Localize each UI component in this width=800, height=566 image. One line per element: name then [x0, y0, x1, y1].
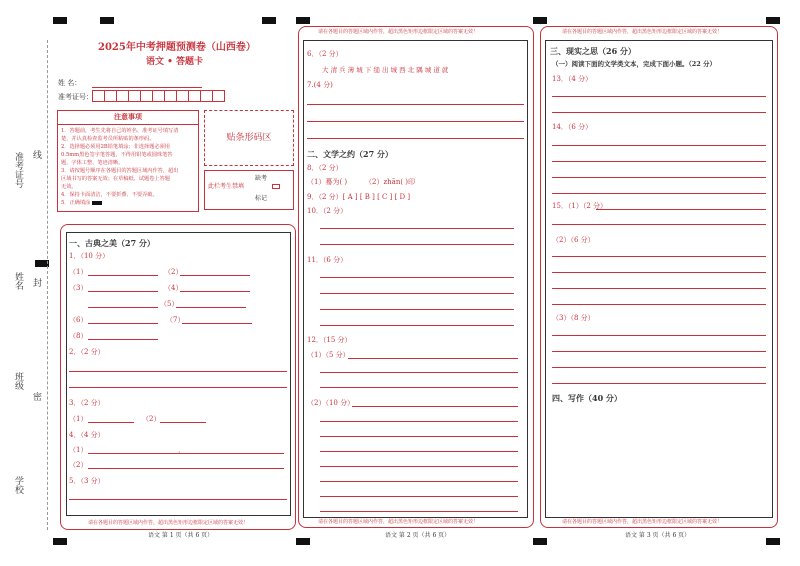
- warning-text: 请在各题目的答题区域内作答，超出黑色矩形边框限定区域的答案无效！: [88, 520, 249, 526]
- q6-chars: 大 清 兵 薄 城 下 缒 出 城 西 北 隅 城 道 就: [322, 66, 449, 74]
- q14-label: 14．（6 分）: [552, 123, 593, 131]
- q11-label: 11．（6 分）: [307, 256, 348, 264]
- q4-comma: ，: [178, 446, 185, 454]
- sidebar-ticket: 准考证号: [13, 152, 23, 188]
- registration-mark: [533, 17, 547, 24]
- q13-label: 13．（4 分）: [552, 75, 593, 83]
- q1-label: 1．（10 分）: [69, 252, 110, 260]
- page-subtitle: 语文 • 答题卡: [146, 57, 204, 67]
- warning-text: 请在各题目的答题区域内作答，超出黑色矩形边框限定区域的答案无效！: [318, 519, 479, 525]
- notice-line: 题，字体工整、笔迹清晰。: [61, 160, 124, 166]
- section-1-title: 一、古典之美（27 分）: [69, 238, 155, 248]
- notice-line: 5．正确填涂: [61, 199, 195, 207]
- answer-line[interactable]: [320, 466, 518, 467]
- answer-line[interactable]: [552, 112, 766, 113]
- answer-line[interactable]: [552, 304, 766, 305]
- q4-b: （2）: [69, 461, 88, 469]
- answer-line[interactable]: [320, 325, 514, 326]
- answer-line[interactable]: [552, 351, 766, 352]
- answer-line[interactable]: [180, 291, 250, 292]
- q8-a: （1）蓦为( ): [307, 178, 348, 186]
- answer-line[interactable]: [307, 104, 524, 105]
- sidebar-name: 姓名: [13, 272, 23, 290]
- ticket-number-boxes[interactable]: [92, 90, 224, 102]
- section-3-lead: （一）阅读下面的文学类文本，完成下面小题。（22 分）: [552, 60, 717, 68]
- q2-label: 2．（2 分）: [69, 348, 105, 356]
- notice-box: [57, 110, 199, 212]
- page2-inner: [303, 40, 528, 518]
- answer-line[interactable]: [552, 383, 766, 384]
- answer-line[interactable]: [69, 387, 287, 388]
- answer-line[interactable]: [552, 256, 766, 257]
- ticket-label: 准考证号：: [58, 93, 93, 101]
- answer-line[interactable]: [180, 275, 250, 276]
- answer-line[interactable]: [552, 224, 766, 225]
- barcode-label: 贴条形码区: [226, 133, 272, 143]
- q1-s3: （3）: [69, 284, 88, 292]
- page3-footer: 语文 第 3 页（共 6 页）: [625, 532, 691, 539]
- answer-line[interactable]: [552, 335, 766, 336]
- q3-a: （1）: [69, 415, 88, 423]
- q1-s5: （5）: [160, 300, 179, 308]
- answer-line[interactable]: [307, 138, 524, 139]
- answer-line[interactable]: [320, 496, 518, 497]
- answer-line[interactable]: [160, 422, 206, 423]
- q10-label: 10．（2 分）: [307, 207, 348, 215]
- answer-line[interactable]: [88, 468, 284, 469]
- answer-line[interactable]: [320, 372, 518, 373]
- q15-label: 15．（1）（2 分）: [552, 202, 608, 210]
- notice-line: 楚，并认真检查监考员所粘贴的条形码。: [61, 136, 155, 142]
- answer-line[interactable]: [88, 291, 158, 292]
- answer-line[interactable]: [552, 367, 766, 368]
- q7-label: 7.(4 分): [307, 81, 333, 89]
- q4-a: （1）: [69, 446, 88, 454]
- section-2-title: 二、文学之约（27 分）: [307, 149, 393, 159]
- sidebar-class: 班级: [13, 372, 23, 390]
- page2-footer: 语文 第 2 页（共 6 页）: [385, 532, 451, 539]
- registration-mark: [766, 538, 780, 545]
- q8-b: （2）zhān( )印: [365, 178, 416, 186]
- q15-b: （2）（6 分）: [552, 236, 595, 244]
- q3-b: （2）: [142, 415, 161, 423]
- notice-line: 1．答题前，考生先将自己的姓名、准考证号填写清: [61, 128, 179, 134]
- registration-mark: [296, 538, 310, 545]
- sidebar-feng: 封: [31, 278, 41, 287]
- q1-s8: （8）: [69, 332, 88, 340]
- q4-label: 4．（4 分）: [69, 431, 105, 439]
- answer-line[interactable]: [552, 177, 766, 178]
- name-field[interactable]: [92, 87, 202, 88]
- answer-line[interactable]: [320, 228, 514, 229]
- q1-s6: （6）: [69, 316, 88, 324]
- page1-footer: 语文 第 1 页（共 6 页）: [148, 532, 214, 539]
- barcode-area: [204, 110, 294, 166]
- answer-line[interactable]: [182, 323, 252, 324]
- answer-line[interactable]: [348, 358, 518, 359]
- sidebar-school: 学校: [13, 476, 23, 494]
- registration-mark: [100, 17, 114, 24]
- answer-line[interactable]: [320, 511, 518, 512]
- absent-note2: 标记: [255, 195, 268, 202]
- name-label: 姓 名：: [58, 79, 82, 87]
- cut-line: [47, 40, 48, 530]
- answer-line[interactable]: [320, 293, 514, 294]
- q12-label: 12．（15 分）: [307, 336, 352, 344]
- answer-line[interactable]: [552, 161, 766, 162]
- answer-line[interactable]: [552, 193, 766, 194]
- answer-line[interactable]: [88, 422, 134, 423]
- answer-line[interactable]: [552, 288, 766, 289]
- registration-mark: [533, 538, 547, 545]
- answer-line[interactable]: [320, 451, 518, 452]
- q1-s2: （2）: [164, 268, 183, 276]
- answer-line[interactable]: [320, 277, 514, 278]
- q1-s7: （7）: [166, 316, 185, 324]
- registration-mark: [53, 538, 67, 545]
- q15-c: （3）（8 分）: [552, 314, 595, 322]
- answer-line[interactable]: [320, 309, 514, 310]
- answer-line[interactable]: [320, 436, 518, 437]
- warning-text: 请在各题目的答题区域内作答，超出黑色矩形边框限定区域的答案无效！: [562, 29, 723, 35]
- sidebar-xian: 线: [31, 150, 41, 159]
- answer-line[interactable]: [596, 209, 766, 210]
- absent-note1: 缺考: [255, 175, 268, 182]
- q12-b: （2）（10 分）: [307, 399, 355, 407]
- q12-a: （1）（5 分）: [307, 351, 350, 359]
- registration-mark: [296, 17, 310, 24]
- section-4-title: 四、写作（40 分）: [552, 393, 622, 403]
- answer-line[interactable]: [88, 453, 284, 454]
- warning-text: 请在各题目的答题区域内作答，超出黑色矩形边框限定区域的答案无效！: [562, 519, 723, 525]
- notice-line: 区域书写的答案无效；在草稿纸、试题卷上答题: [61, 176, 170, 182]
- q6-label: 6．（2 分）: [307, 50, 343, 58]
- notice-line: 4．保持卡面清洁，不要折叠、不要弄破。: [61, 192, 158, 198]
- answer-line[interactable]: [88, 307, 158, 308]
- registration-mark: [262, 17, 276, 24]
- answer-line[interactable]: [176, 307, 246, 308]
- q1-s1: （1）: [69, 268, 88, 276]
- answer-line[interactable]: [552, 272, 766, 273]
- answer-line[interactable]: [320, 387, 518, 388]
- warning-text: 请在各题目的答题区域内作答，超出黑色矩形边框限定区域的答案无效！: [318, 29, 479, 35]
- answer-line[interactable]: [69, 371, 287, 372]
- sidebar-mi: 密: [31, 392, 41, 401]
- page-title: 2025年中考押题预测卷（山西卷）: [98, 42, 256, 53]
- notice-line: 2．选择题必须用2B铅笔填涂；非选择题必须用: [61, 144, 170, 150]
- answer-line[interactable]: [320, 244, 514, 245]
- absent-checkbox[interactable]: [272, 184, 280, 189]
- q3-label: 3．（2 分）: [69, 399, 105, 407]
- absent-label: 此栏考生禁填: [208, 183, 245, 190]
- answer-line[interactable]: [320, 421, 518, 422]
- registration-mark: [766, 17, 780, 24]
- notice-line: 0.5mm黑色签字笔答题，不得用铅笔或圆珠笔答: [61, 152, 173, 158]
- answer-line[interactable]: [352, 406, 518, 407]
- answer-line[interactable]: [320, 481, 518, 482]
- answer-line[interactable]: [88, 323, 158, 324]
- notice-line: 无效。: [61, 184, 77, 190]
- answer-line[interactable]: [307, 121, 524, 122]
- notice-title: 注意事项: [58, 111, 198, 125]
- section-3-title: 三、现实之思（26 分）: [550, 46, 636, 56]
- notice-line: 3．请按题号顺序在各题目的答题区域内作答，超出: [61, 168, 179, 174]
- answer-line[interactable]: [69, 499, 287, 500]
- q8-label: 8．（2 分）: [307, 164, 343, 172]
- filled-example: [92, 201, 102, 205]
- q1-s4: （4）: [164, 284, 183, 292]
- answer-line[interactable]: [88, 339, 158, 340]
- q9-choices[interactable]: 9．（2 分）[ A ] [ B ] [ C ] [ D ]: [307, 193, 411, 201]
- answer-line[interactable]: [552, 96, 766, 97]
- q5-label: 5．（3 分）: [69, 477, 105, 485]
- absent-box: [204, 170, 294, 210]
- answer-line[interactable]: [88, 275, 158, 276]
- registration-mark: [53, 17, 67, 24]
- answer-line[interactable]: [552, 145, 766, 146]
